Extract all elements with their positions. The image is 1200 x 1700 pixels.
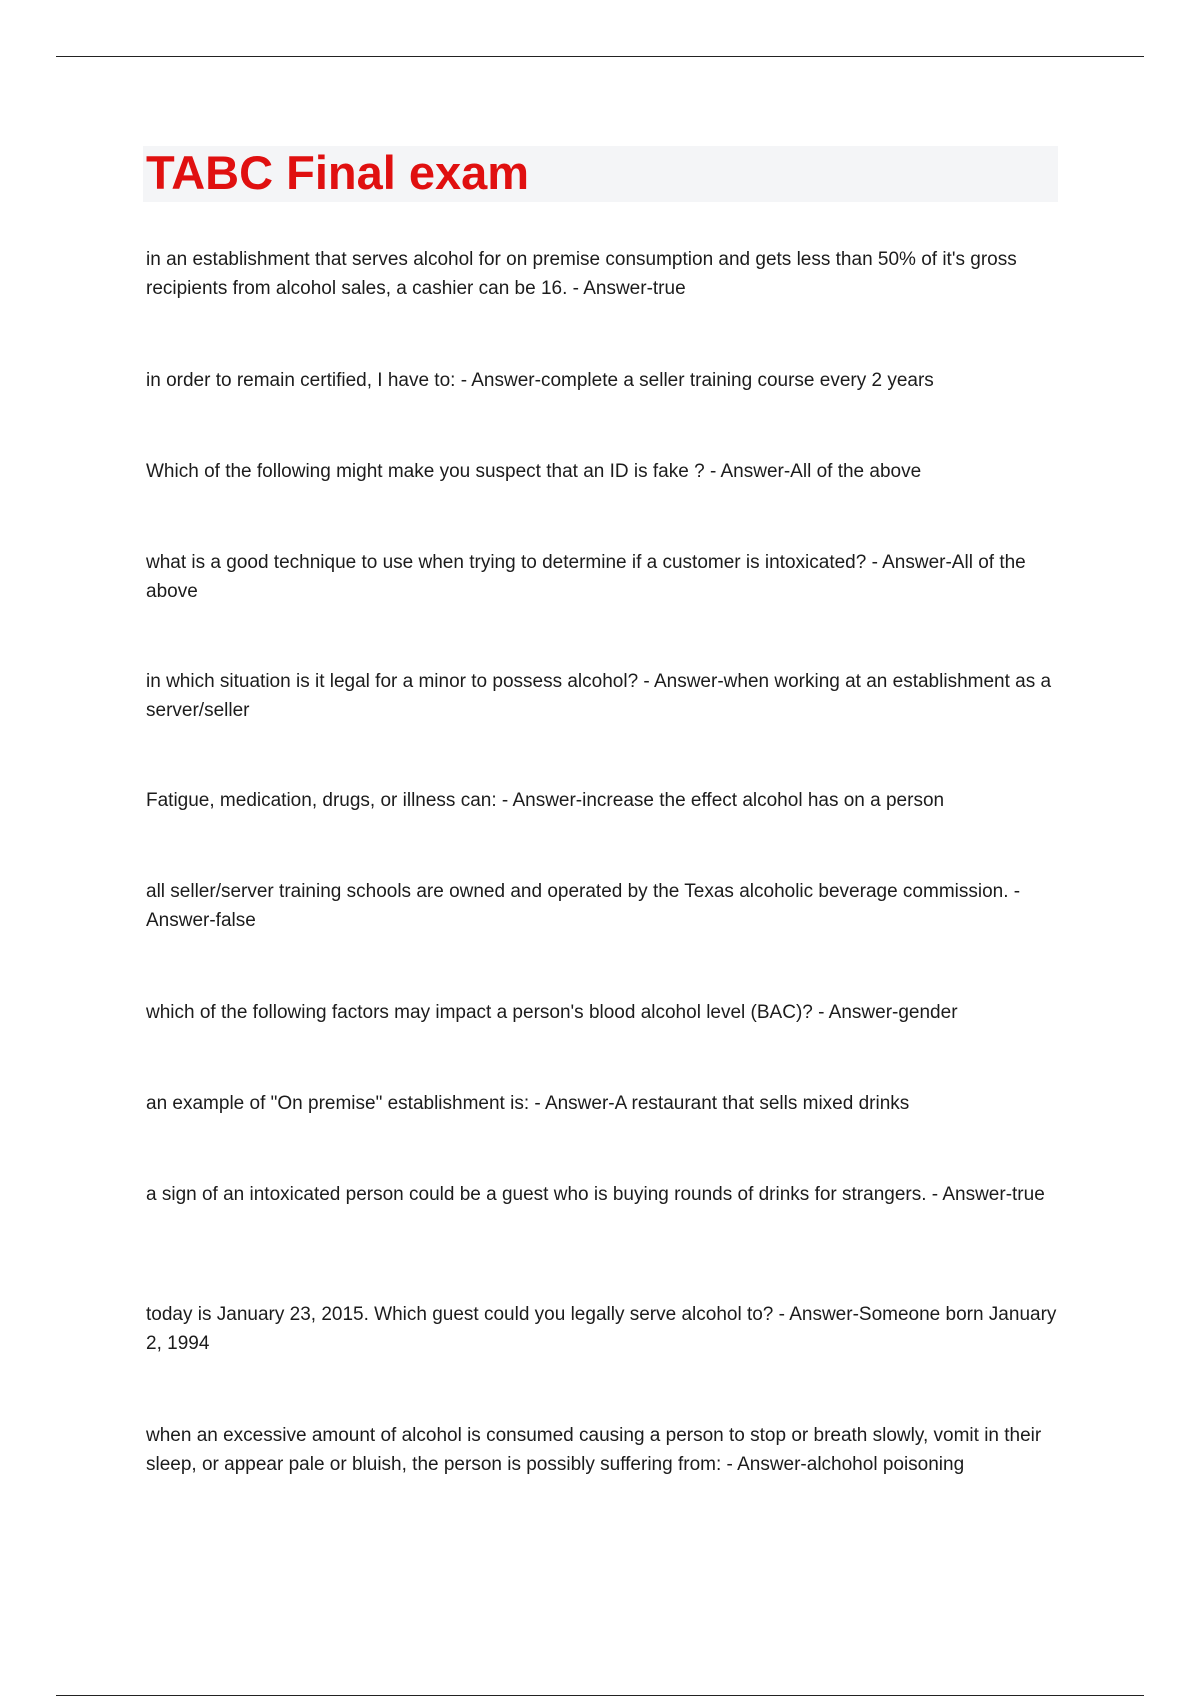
qa-item-12: when an excessive amount of alcohol is consumed causing a person to stop or breath slowly, vomit in their sleep, or appear pale or bluish, the person is possibly suffering from: - Answer-alchohol poisoning xyxy=(146,1425,1042,1475)
qa-item-11: today is January 23, 2015. Which guest could you legally serve alcohol to? - Answer-Someone born January 2, 1994 xyxy=(146,1304,1057,1354)
qa-item-4: what is a good technique to use when trying to determine if a customer is intoxicated? - Answer-All of the above xyxy=(146,552,1026,602)
qa-item-9: an example of "On premise" establishment is: - Answer-A restaurant that sells mixed drinks xyxy=(146,1093,910,1114)
top-rule xyxy=(56,56,1144,57)
qa-item-6: Fatigue, medication, drugs, or illness can: - Answer-increase the effect alcohol has on a person xyxy=(146,790,945,811)
bottom-rule xyxy=(56,1695,1144,1696)
qa-item-2: in order to remain certified, I have to: - Answer-complete a seller training course every 2 years xyxy=(146,370,934,391)
qa-item-8: which of the following factors may impact a person's blood alcohol level (BAC)? - Answer-gender xyxy=(146,1002,958,1023)
document-title: TABC Final exam xyxy=(146,146,530,199)
qa-item-10: a sign of an intoxicated person could be a guest who is buying rounds of drinks for strangers. - Answer-true xyxy=(146,1184,1045,1205)
qa-item-1: in an establishment that serves alcohol for on premise consumption and gets less than 50% of it's gross recipients from alcohol sales, a cashier can be 16. - Answer-true xyxy=(146,249,1017,299)
qa-item-5: in which situation is it legal for a minor to possess alcohol? - Answer-when working at an establishment as a server/seller xyxy=(146,671,1052,721)
qa-item-3: Which of the following might make you suspect that an ID is fake ? - Answer-All of the above xyxy=(146,461,922,482)
qa-item-7: all seller/server training schools are owned and operated by the Texas alcoholic beverage commission. - Answer-false xyxy=(146,881,1021,931)
